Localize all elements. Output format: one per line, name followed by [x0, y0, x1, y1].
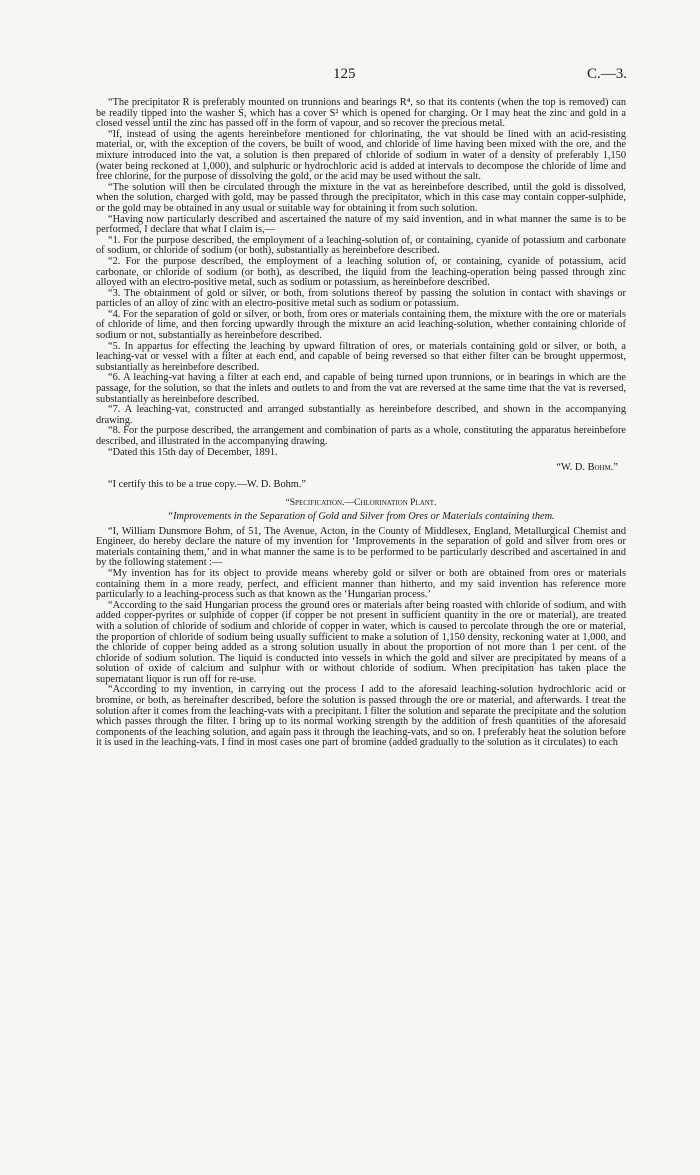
document-reference: C.—3.	[586, 66, 627, 82]
claim-1: “1. For the purpose described, the employment of a leaching-solution of, or containing, cyanide of potassium and carbonate of sodium, or chloride of sodium (or both), substantially as hereinbefore described.	[96, 234, 626, 257]
claim-3: “3. The obtainment of gold or silver, or both, from solutions thereof by passing the solution in contact with shavings or particles of an alloy of zinc with an electro-positive metal such as sodium or potassium.	[96, 287, 626, 310]
claim-5: “5. In appartus for effecting the leaching by upward filtration of ores, or materials containing gold or silver, or both, a leaching-vat or vessel with a filter at each end, and capable of being reversed so that either filter can be brought uppermost, substantially as hereinbefore described.	[96, 340, 626, 373]
claim-4: “4. For the separation of gold or silver, or both, from ores or materials containing them, the mixture with the ore or materials of chloride of lime, and then forcing upwardly through the mixture an acid leaching-solution, whether containing chloride of sodium or not, substantially as hereinbefore described.	[96, 308, 626, 342]
claim-8: “8. For the purpose described, the arrangement and combination of parts as a whole, constituting the apparatus hereinbefore described, and illustrated in the accompanying drawing.	[96, 425, 626, 447]
page-number: 125	[333, 66, 356, 82]
paragraph: “I, William Dunsmore Bohm, of 51, The Avenue, Acton, in the County of Middlesex, England, Metallurgical Chemist and Engineer, do hereby declare the nature of my invention for ‘Improvements in the separation of gold and silver from ores or materials containing them,’ and in what manner the same is to be performed to be particularly described and ascertained in and by the following statement :—	[96, 525, 626, 569]
signature: “W. D. Bohm.”	[556, 462, 618, 474]
claim-2: “2. For the purpose described, the employment of a leaching solution of, or containing, cyanide of potassium, acid carbonate, or chloride of sodium (or both), as described, the liquid from the leaching-operation being passed through zinc alloyed with an electro-positive metal, such as sodium or potassium, as hereinbefore described.	[96, 255, 626, 289]
document-body	[96, 98, 626, 749]
paragraph: “Having now particularly described and ascertained the nature of my said invention, and in what manner the same is to be performed, I declare that what I claim is,—	[96, 213, 626, 236]
claim-7: “7. A leaching-vat, constructed and arranged substantially as hereinbefore described, and shown in the accompanying drawing.	[96, 404, 626, 426]
paragraph: “The precipitator R is preferably mounted on trunnions and bearings R⁴, so that its contents (when the top is removed) can be readily tipped into the washer S, which has a cover S² which is opened for charging. Or I may heat the zinc and gold in a closed vessel until the zinc has passed off in the form of vapour, and so recover the precious metal.	[96, 97, 626, 130]
paragraph: “According to my invention, in carrying out the process I add to the aforesaid leaching-solution hydrochloric acid or bromine, or both, as hereinafter described, before the solution is passed through the ore or material, and afterwards. I treat the solution after it comes from the leaching-vats with a precipitant. I filter the solution and separate the precipitate and the solution which passes through the filter. I bring up to its normal working strength by the addition of fresh quantities of the aforesaid components of the leaching solution, and again pass it through the leaching-vats, and so on. I preferably heat the solution before it is used in the leaching-vats. I find in most cases one part of bromine (added gradually to the solution as it circulates) to each	[96, 684, 626, 749]
paragraph: “If, instead of using the agents hereinbefore mentioned for chlorinating, the vat should be lined with an acid-resisting material, or, with the exception of the covers, be built of wood, and chloride of lime having been mixed with the ore, and the mixture introduced into the vat, a solution is then prepared of chloride of sodium in water of a density of preferably 1,150 (water being reckoned at 1,000), and sulphuric or hydrochloric acid is added at intervals to decompose the chloride of lime and free chlorine, for the purpose of dissolving the gold, or the acid may be used without the salt.	[96, 128, 626, 183]
specification-heading: “Specification.—Chlorination Plant.	[285, 498, 437, 509]
claim-6: “6. A leaching-vat having a filter at each end, and capable of being turned upon trunnions, or in bearings in which are the passage, for the solution, so that the inlets and outlets to and from the vat are reversed at the same time that the vat is reversed, substantially as hereinbefore described.	[96, 372, 626, 405]
paragraph: “According to the said Hungarian process the ground ores or materials after being roasted with chloride of sodium, and with added copper-pyrites or sulphide of copper (if copper be not present in sufficient quantity in the ore or material), are treated with a solution of chloride of sodium and chloride of copper in water, which is caused to percolate through the ore or material, the proportion of chloride of sodium being usually sufficient to make a solution of 1,150 density, reckoning water at 1,000, and the chloride of copper being added as a strong solution usually in about the proportion of not more than 1 per cent. of the chloride of sodium solution. The liquid is conducted into vessels in which the gold and silver are precipitated by means of a solution of oxide of calcium and sulphur with or without chloride of sodium. When precipitation has taken place the supernatant liquor is run off for re-use.	[96, 599, 626, 685]
date-line: “Dated this 15th day of December, 1891.	[108, 446, 278, 458]
paragraph: “The solution will then be circulated through the mixture in the vat as hereinbefore described, until the gold is dissolved, when the solution, charged with gold, may be passed through the precipitator, which in this case may contain copper-sulphide, or the gold may be obtained in any usual or suitable way for obtaining it from such solution.	[96, 181, 626, 214]
specification-subheading: “Improvements in the Separation of Gold and Silver from Ores or Materials containing them.	[167, 510, 555, 522]
certification-line: “I certify this to be a true copy.—W. D. Bohm.”	[108, 478, 307, 490]
page-header	[0, 66, 700, 86]
paragraph: “My invention has for its object to provide means whereby gold or silver or both are obtained from ores or materials containing them in a more ready, perfect, and efficient manner than hitherto, and my said invention has reference more particularly to a leaching-process such as that known as the ‘Hungarian process.’	[96, 567, 626, 601]
